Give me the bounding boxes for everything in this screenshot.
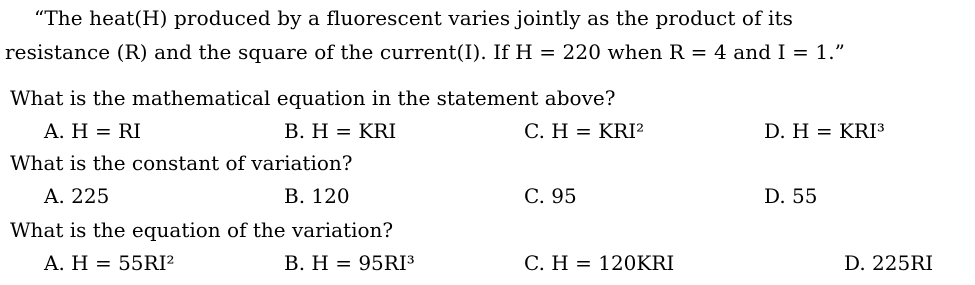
question-1-option-b[interactable]: B. H = KRI bbox=[284, 119, 397, 143]
question-3-option-a[interactable]: A. H = 55RI² bbox=[44, 251, 175, 275]
question-3-option-c[interactable]: C. H = 120KRI bbox=[524, 251, 675, 275]
question-2-option-d[interactable]: D. 55 bbox=[764, 184, 818, 208]
question-3-option-b[interactable]: B. H = 95RI³ bbox=[284, 251, 415, 275]
question-2-text: What is the constant of variation? bbox=[10, 151, 353, 175]
question-1-option-c[interactable]: C. H = KRI² bbox=[524, 119, 645, 143]
question-2-option-c[interactable]: C. 95 bbox=[524, 184, 577, 208]
question-1-option-a[interactable]: A. H = RI bbox=[44, 119, 142, 143]
question-1-option-d[interactable]: D. H = KRI³ bbox=[764, 119, 885, 143]
question-2-option-a[interactable]: A. 225 bbox=[44, 184, 110, 208]
question-3-text: What is the equation of the variation? bbox=[10, 218, 394, 242]
question-3-option-d[interactable]: D. 225RI bbox=[844, 251, 934, 275]
question-1-text: What is the mathematical equation in the statement above? bbox=[10, 86, 616, 110]
question-2-option-b[interactable]: B. 120 bbox=[284, 184, 350, 208]
statement-line-2: resistance (R) and the square of the current(I). If H = 220 when R = 4 and I = 1.” bbox=[5, 40, 846, 64]
statement-line-1: “The heat(H) produced by a fluorescent varies jointly as the product of its bbox=[34, 6, 794, 30]
